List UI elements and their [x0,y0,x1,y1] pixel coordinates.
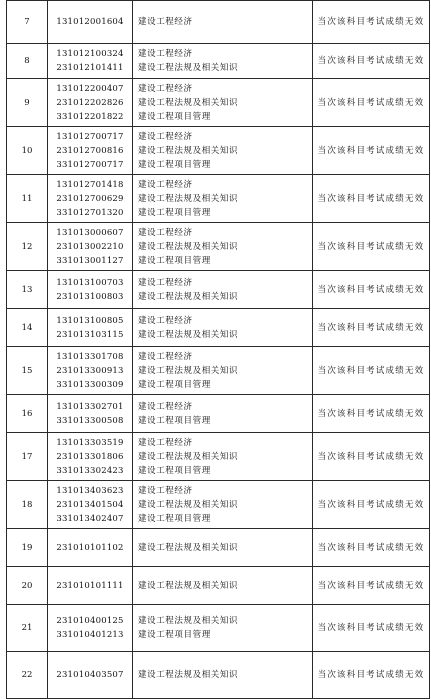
exam-code: 231013301806 [56,451,124,462]
exam-code: 331013001127 [56,255,124,266]
subject-name: 建设工程经济 [138,315,193,326]
row-number: 9 [7,79,48,127]
result-text: 当次该科目考试成绩无效 [313,567,430,605]
exam-code-cell [48,481,133,529]
subject-name: 建设工程法规及相关知识 [138,365,239,376]
subject-cell [133,175,313,223]
exam-code: 131013100703 [56,277,124,288]
exam-code: 331013302423 [56,465,124,476]
subject-name: 建设工程法规及相关知识 [138,616,239,626]
result-text: 当次该科目考试成绩无效 [313,433,430,481]
result-text: 当次该科目考试成绩无效 [313,309,430,347]
subject-name: 建设工程法规及相关知识 [138,542,239,553]
subject-name: 建设工程经济 [138,277,193,288]
table-row [7,223,430,271]
subject-cell [133,395,313,433]
subject-name: 建设工程法规及相关知识 [138,670,239,680]
table-row [7,567,430,605]
subject-cell [133,652,313,699]
result-text: 当次该科目考试成绩无效 [313,44,430,79]
exam-code: 131012100324 [56,49,124,59]
result-table [6,0,430,699]
exam-code-cell [48,347,133,395]
exam-code: 331010401213 [56,630,124,640]
subject-name: 建设工程经济 [138,83,193,94]
subject-name: 建设工程法规及相关知识 [138,580,239,591]
table-row [7,395,430,433]
exam-code-cell [48,79,133,127]
subject-cell [133,79,313,127]
exam-code: 331012700717 [56,159,124,170]
row-number: 17 [7,433,48,481]
row-number: 20 [7,567,48,605]
exam-code: 231012101411 [56,63,124,73]
exam-code-cell [48,309,133,347]
result-text: 当次该科目考试成绩无效 [313,223,430,271]
subject-name: 建设工程法规及相关知识 [138,145,239,156]
subject-name: 建设工程法规及相关知识 [138,193,239,204]
exam-code: 231013002210 [56,241,124,252]
row-number: 22 [7,652,48,699]
subject-name: 建设工程法规及相关知识 [138,63,239,73]
table-row [7,347,430,395]
exam-code: 231013300913 [56,365,124,376]
subject-name: 建设工程经济 [138,437,193,448]
subject-cell [133,347,313,395]
row-number: 19 [7,529,48,567]
exam-code-cell [48,567,133,605]
exam-code-cell [48,175,133,223]
result-text: 当次该科目考试成绩无效 [313,605,430,652]
result-text: 当次该科目考试成绩无效 [313,79,430,127]
table-row [7,605,430,652]
exam-code-cell [48,433,133,481]
row-number: 7 [7,1,48,44]
exam-code-cell [48,605,133,652]
exam-code: 231012700629 [56,193,124,204]
subject-name: 建设工程法规及相关知识 [138,451,239,462]
subject-cell [133,223,313,271]
subject-name: 建设工程经济 [138,351,193,362]
exam-code: 131013302701 [56,401,124,412]
exam-code: 231013401504 [56,499,124,510]
row-number: 10 [7,127,48,175]
row-number: 21 [7,605,48,652]
exam-code: 231010400125 [56,616,124,626]
subject-cell [133,481,313,529]
subject-name: 建设工程项目管理 [138,630,211,640]
result-text: 当次该科目考试成绩无效 [313,395,430,433]
table-row [7,79,430,127]
exam-code: 231012202826 [56,97,124,108]
table-row [7,433,430,481]
subject-name: 建设工程法规及相关知识 [138,329,239,340]
subject-cell [133,605,313,652]
subject-name: 建设工程项目管理 [138,465,211,476]
subject-name: 建设工程项目管理 [138,111,211,122]
table-row [7,127,430,175]
exam-code: 131012701418 [56,179,124,190]
result-text: 当次该科目考试成绩无效 [313,127,430,175]
table-row [7,175,430,223]
result-text: 当次该科目考试成绩无效 [313,529,430,567]
subject-cell [133,127,313,175]
table-row [7,1,430,44]
result-text: 当次该科目考试成绩无效 [313,271,430,309]
exam-code: 131013100805 [56,315,124,326]
exam-code: 331012201822 [56,111,124,122]
row-number: 13 [7,271,48,309]
subject-cell [133,271,313,309]
row-number: 8 [7,44,48,79]
row-number: 11 [7,175,48,223]
exam-code: 331013300309 [56,379,124,390]
subject-name: 建设工程法规及相关知识 [138,499,239,510]
exam-code: 231010101111 [56,580,124,591]
exam-code: 331013402407 [56,513,124,524]
subject-name: 建设工程法规及相关知识 [138,241,239,252]
subject-name: 建设工程项目管理 [138,415,211,426]
subject-name: 建设工程经济 [138,401,193,412]
exam-code-cell [48,271,133,309]
row-number: 18 [7,481,48,529]
subject-name: 建设工程项目管理 [138,255,211,266]
exam-code: 131012700717 [56,131,124,142]
table-row [7,481,430,529]
subject-name: 建设工程项目管理 [138,207,211,218]
table-row [7,529,430,567]
subject-name: 建设工程经济 [138,131,193,142]
exam-code: 231010101102 [56,542,124,553]
exam-code-cell [48,223,133,271]
exam-code: 331012701320 [56,207,124,218]
subject-cell [133,44,313,79]
table-row [7,309,430,347]
exam-code: 231013103115 [56,329,124,340]
result-table-body [7,1,430,699]
exam-code: 331013300508 [56,415,124,426]
subject-name: 建设工程项目管理 [138,159,211,170]
table-row [7,44,430,79]
exam-code: 231012700816 [56,145,124,156]
exam-code: 131012001604 [56,17,124,27]
subject-name: 建设工程项目管理 [138,379,211,390]
row-number: 14 [7,309,48,347]
exam-code: 131013301708 [56,351,124,362]
subject-name: 建设工程经济 [138,179,193,190]
table-row [7,652,430,699]
subject-name: 建设工程项目管理 [138,513,211,524]
result-text: 当次该科目考试成绩无效 [313,347,430,395]
subject-cell [133,567,313,605]
subject-name: 建设工程经济 [138,17,193,27]
exam-code: 231010403507 [56,670,124,680]
exam-code-cell [48,1,133,44]
result-text: 当次该科目考试成绩无效 [313,481,430,529]
subject-name: 建设工程经济 [138,485,193,496]
exam-code-cell [48,44,133,79]
subject-cell [133,433,313,481]
exam-code-cell [48,652,133,699]
exam-code-cell [48,127,133,175]
result-text: 当次该科目考试成绩无效 [313,175,430,223]
exam-code: 131013303519 [56,437,124,448]
subject-cell [133,1,313,44]
row-number: 12 [7,223,48,271]
exam-code-cell [48,395,133,433]
subject-name: 建设工程法规及相关知识 [138,291,239,302]
subject-name: 建设工程法规及相关知识 [138,97,239,108]
result-text: 当次该科目考试成绩无效 [313,1,430,44]
row-number: 16 [7,395,48,433]
subject-name: 建设工程经济 [138,49,193,59]
exam-code: 131013000607 [56,227,124,238]
exam-code-cell [48,529,133,567]
exam-code: 131013403623 [56,485,124,496]
subject-cell [133,529,313,567]
result-text: 当次该科目考试成绩无效 [313,652,430,699]
subject-name: 建设工程经济 [138,227,193,238]
row-number: 15 [7,347,48,395]
exam-code: 131012200407 [56,83,124,94]
table-row [7,271,430,309]
exam-code: 231013100803 [56,291,124,302]
subject-cell [133,309,313,347]
